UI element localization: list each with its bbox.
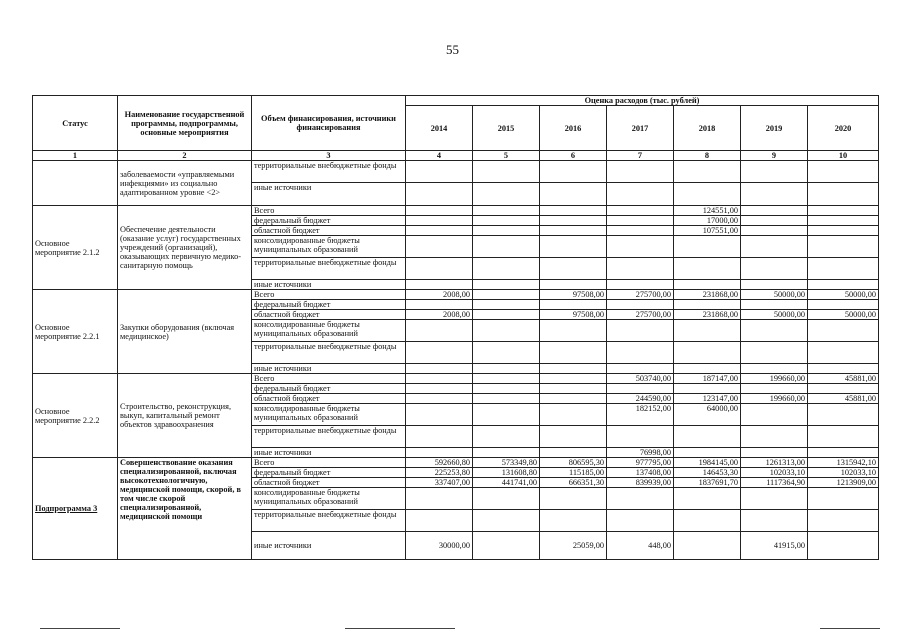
amount-cell: [540, 510, 607, 532]
amount-cell: [607, 258, 674, 280]
status-cell: Основное мероприятие 2.2.2: [33, 374, 118, 458]
amount-cell: [473, 510, 540, 532]
table-body: [33, 161, 879, 560]
amount-cell: [540, 488, 607, 510]
amount-cell: [406, 374, 473, 384]
amount-cell: [808, 206, 879, 216]
amount-cell: [808, 426, 879, 448]
amount-cell: [674, 258, 741, 280]
footer-rule: [40, 628, 120, 629]
amount-cell: [607, 342, 674, 364]
amount-cell: [406, 236, 473, 258]
amount-cell: [473, 161, 540, 183]
amount-cell: [473, 183, 540, 206]
header-year: 2018: [674, 106, 741, 151]
amount-cell: [540, 394, 607, 404]
table-header: [33, 96, 879, 161]
header-year: 2016: [540, 106, 607, 151]
amount-cell: [473, 404, 540, 426]
amount-cell: [741, 206, 808, 216]
amount-cell: [540, 206, 607, 216]
amount-cell: [808, 342, 879, 364]
amount-cell: 199660,00: [741, 394, 808, 404]
funding-source-cell: федеральный бюджет: [252, 468, 406, 478]
amount-cell: 1315942,10: [808, 458, 879, 468]
amount-cell: 448,00: [607, 532, 674, 560]
amount-cell: [741, 510, 808, 532]
amount-cell: [607, 510, 674, 532]
amount-cell: [540, 161, 607, 183]
amount-cell: 123147,00: [674, 394, 741, 404]
amount-cell: 573349,80: [473, 458, 540, 468]
amount-cell: [808, 161, 879, 183]
amount-cell: [808, 280, 879, 290]
amount-cell: [674, 448, 741, 458]
column-number: 9: [741, 151, 808, 161]
amount-cell: [473, 384, 540, 394]
amount-cell: 1213909,00: [808, 478, 879, 488]
funding-source-cell: консолидированные бюджеты муниципальных образований: [252, 320, 406, 342]
amount-cell: [674, 488, 741, 510]
amount-cell: 199660,00: [741, 374, 808, 384]
program-name-cell: заболеваемости «управляемыми инфекциями» из социально адаптированном уровне <2>: [118, 161, 252, 206]
amount-cell: [540, 448, 607, 458]
funding-source-cell: областной бюджет: [252, 226, 406, 236]
column-number: 6: [540, 151, 607, 161]
funding-source-cell: Всего: [252, 374, 406, 384]
amount-cell: [741, 300, 808, 310]
amount-cell: [473, 394, 540, 404]
funding-source-cell: консолидированные бюджеты муниципальных образований: [252, 236, 406, 258]
status-cell: [33, 161, 118, 206]
program-name-cell: Совершенствование оказания специализированной, включая высокотехнологичную, медицинской помощи, скорой, в том числе скорой специализированной, медицинской помощи: [118, 458, 252, 560]
page-number: 55: [446, 42, 459, 57]
amount-cell: [674, 320, 741, 342]
amount-cell: [406, 448, 473, 458]
funding-source-cell: иные источники: [252, 364, 406, 374]
amount-cell: 275700,00: [607, 290, 674, 300]
amount-cell: [473, 258, 540, 280]
funding-source-cell: иные источники: [252, 532, 406, 560]
amount-cell: 1261313,00: [741, 458, 808, 468]
funding-source-cell: территориальные внебюджетные фонды: [252, 161, 406, 183]
amount-cell: 131608,80: [473, 468, 540, 478]
amount-cell: [406, 206, 473, 216]
amount-cell: [406, 216, 473, 226]
footer-rule: [345, 628, 455, 629]
amount-cell: [406, 404, 473, 426]
amount-cell: [808, 510, 879, 532]
amount-cell: [741, 236, 808, 258]
header-year: 2015: [473, 106, 540, 151]
column-number-row: [33, 151, 879, 161]
column-number: 7: [607, 151, 674, 161]
amount-cell: 102033,10: [808, 468, 879, 478]
amount-cell: [808, 300, 879, 310]
amount-cell: [540, 384, 607, 394]
status-cell: Основное мероприятие 2.1.2: [33, 206, 118, 290]
amount-cell: 182152,00: [607, 404, 674, 426]
funding-source-cell: областной бюджет: [252, 394, 406, 404]
amount-cell: [741, 404, 808, 426]
amount-cell: 977795,00: [607, 458, 674, 468]
amount-cell: [741, 183, 808, 206]
funding-source-cell: Всего: [252, 206, 406, 216]
funding-source-cell: федеральный бюджет: [252, 384, 406, 394]
amount-cell: [674, 342, 741, 364]
amount-cell: [406, 280, 473, 290]
header-volume: Объем финансирования, источники финансирования: [252, 96, 406, 151]
column-number: 5: [473, 151, 540, 161]
amount-cell: [741, 364, 808, 374]
amount-cell: [473, 226, 540, 236]
column-number: 3: [252, 151, 406, 161]
status-cell: Основное мероприятие 2.2.1: [33, 290, 118, 374]
header-year: 2014: [406, 106, 473, 151]
program-name-cell: Закупки оборудования (включая медицинское): [118, 290, 252, 374]
amount-cell: [607, 384, 674, 394]
amount-cell: 1984145,00: [674, 458, 741, 468]
amount-cell: [808, 320, 879, 342]
amount-cell: [473, 532, 540, 560]
amount-cell: [406, 183, 473, 206]
amount-cell: [540, 226, 607, 236]
amount-cell: [473, 206, 540, 216]
amount-cell: 45881,00: [808, 394, 879, 404]
amount-cell: [674, 300, 741, 310]
program-name-cell: Обеспечение деятельности (оказание услуг) государственных учреждений (организаций), оказывающих первичную медико-санитарную помощь: [118, 206, 252, 290]
amount-cell: [741, 161, 808, 183]
amount-cell: [674, 532, 741, 560]
footer-rule: [820, 628, 880, 629]
amount-cell: [406, 161, 473, 183]
amount-cell: [540, 404, 607, 426]
column-number: 1: [33, 151, 118, 161]
amount-cell: 2008,00: [406, 290, 473, 300]
amount-cell: [540, 280, 607, 290]
funding-source-cell: территориальные внебюджетные фонды: [252, 426, 406, 448]
amount-cell: [741, 258, 808, 280]
funding-source-cell: иные источники: [252, 448, 406, 458]
amount-cell: [674, 236, 741, 258]
amount-cell: 107551,00: [674, 226, 741, 236]
amount-cell: [406, 342, 473, 364]
amount-cell: [540, 426, 607, 448]
column-number: 4: [406, 151, 473, 161]
funding-source-cell: федеральный бюджет: [252, 216, 406, 226]
amount-cell: [674, 510, 741, 532]
table-row: [33, 290, 879, 300]
amount-cell: [607, 161, 674, 183]
amount-cell: 50000,00: [741, 310, 808, 320]
header-year: 2020: [808, 106, 879, 151]
table-row: [33, 206, 879, 216]
amount-cell: 50000,00: [808, 310, 879, 320]
amount-cell: [540, 320, 607, 342]
amount-cell: [607, 364, 674, 374]
amount-cell: [406, 320, 473, 342]
amount-cell: [607, 216, 674, 226]
amount-cell: [741, 342, 808, 364]
amount-cell: 76998,00: [607, 448, 674, 458]
amount-cell: [607, 320, 674, 342]
amount-cell: [406, 364, 473, 374]
amount-cell: [540, 216, 607, 226]
amount-cell: [473, 374, 540, 384]
amount-cell: [808, 183, 879, 206]
amount-cell: [607, 488, 674, 510]
header-status: Статус: [33, 96, 118, 151]
amount-cell: 2008,00: [406, 310, 473, 320]
budget-table: [32, 95, 879, 560]
amount-cell: 45881,00: [808, 374, 879, 384]
amount-cell: [808, 448, 879, 458]
amount-cell: [473, 448, 540, 458]
amount-cell: [741, 216, 808, 226]
amount-cell: [406, 510, 473, 532]
amount-cell: [808, 226, 879, 236]
amount-cell: 102033,10: [741, 468, 808, 478]
amount-cell: [473, 310, 540, 320]
amount-cell: [473, 320, 540, 342]
funding-source-cell: территориальные внебюджетные фонды: [252, 342, 406, 364]
amount-cell: [741, 320, 808, 342]
amount-cell: [808, 404, 879, 426]
amount-cell: 137408,00: [607, 468, 674, 478]
funding-source-cell: областной бюджет: [252, 310, 406, 320]
amount-cell: [808, 488, 879, 510]
header-estimate: Оценка расходов (тыс. рублей): [406, 96, 879, 106]
table-row: [33, 458, 879, 468]
amount-cell: 231868,00: [674, 290, 741, 300]
amount-cell: 275700,00: [607, 310, 674, 320]
amount-cell: [674, 161, 741, 183]
amount-cell: [473, 426, 540, 448]
amount-cell: [607, 226, 674, 236]
column-number: 2: [118, 151, 252, 161]
amount-cell: 115185,00: [540, 468, 607, 478]
amount-cell: 441741,00: [473, 478, 540, 488]
amount-cell: 50000,00: [808, 290, 879, 300]
column-number: 8: [674, 151, 741, 161]
table-row: [33, 374, 879, 384]
amount-cell: 225253,80: [406, 468, 473, 478]
amount-cell: [406, 426, 473, 448]
amount-cell: 187147,00: [674, 374, 741, 384]
amount-cell: [607, 280, 674, 290]
amount-cell: [473, 488, 540, 510]
amount-cell: [741, 426, 808, 448]
amount-cell: [741, 488, 808, 510]
amount-cell: [741, 280, 808, 290]
amount-cell: [808, 384, 879, 394]
amount-cell: 1837691,70: [674, 478, 741, 488]
amount-cell: [741, 384, 808, 394]
funding-source-cell: Всего: [252, 290, 406, 300]
header-name: Наименование государственной программы, подпрограммы, основные мероприятия: [118, 96, 252, 151]
amount-cell: 50000,00: [741, 290, 808, 300]
amount-cell: [473, 300, 540, 310]
amount-cell: [607, 426, 674, 448]
amount-cell: 592660,80: [406, 458, 473, 468]
amount-cell: 337407,00: [406, 478, 473, 488]
amount-cell: [540, 183, 607, 206]
funding-source-cell: консолидированные бюджеты муниципальных образований: [252, 488, 406, 510]
amount-cell: [540, 236, 607, 258]
amount-cell: [741, 448, 808, 458]
amount-cell: [607, 300, 674, 310]
funding-source-cell: консолидированные бюджеты муниципальных образований: [252, 404, 406, 426]
amount-cell: 64000,00: [674, 404, 741, 426]
amount-cell: 124551,00: [674, 206, 741, 216]
amount-cell: [808, 364, 879, 374]
table-row: [33, 161, 879, 183]
amount-cell: [808, 236, 879, 258]
amount-cell: [540, 258, 607, 280]
amount-cell: [406, 258, 473, 280]
amount-cell: [406, 300, 473, 310]
amount-cell: 503740,00: [607, 374, 674, 384]
amount-cell: 244590,00: [607, 394, 674, 404]
funding-source-cell: территориальные внебюджетные фонды: [252, 510, 406, 532]
amount-cell: 97508,00: [540, 310, 607, 320]
amount-cell: [741, 226, 808, 236]
funding-source-cell: федеральный бюджет: [252, 300, 406, 310]
funding-source-cell: областной бюджет: [252, 478, 406, 488]
amount-cell: [473, 290, 540, 300]
amount-cell: [473, 280, 540, 290]
amount-cell: 30000,00: [406, 532, 473, 560]
amount-cell: [406, 226, 473, 236]
amount-cell: [808, 258, 879, 280]
amount-cell: 146453,30: [674, 468, 741, 478]
funding-source-cell: территориальные внебюджетные фонды: [252, 258, 406, 280]
amount-cell: [540, 300, 607, 310]
amount-cell: [674, 183, 741, 206]
funding-source-cell: иные источники: [252, 280, 406, 290]
amount-cell: [540, 374, 607, 384]
funding-source-cell: Всего: [252, 458, 406, 468]
amount-cell: [674, 384, 741, 394]
amount-cell: [607, 183, 674, 206]
header-year: 2019: [741, 106, 808, 151]
amount-cell: [406, 384, 473, 394]
amount-cell: [674, 280, 741, 290]
amount-cell: [473, 364, 540, 374]
program-name-cell: Строительство, реконструкция, выкуп, капитальный ремонт объектов здравоохранения: [118, 374, 252, 458]
amount-cell: [540, 342, 607, 364]
column-number: 10: [808, 151, 879, 161]
amount-cell: 41915,00: [741, 532, 808, 560]
amount-cell: 97508,00: [540, 290, 607, 300]
amount-cell: [406, 394, 473, 404]
amount-cell: [473, 236, 540, 258]
amount-cell: [607, 236, 674, 258]
funding-source-cell: иные источники: [252, 183, 406, 206]
amount-cell: 1117364,90: [741, 478, 808, 488]
amount-cell: [808, 216, 879, 226]
amount-cell: 231868,00: [674, 310, 741, 320]
amount-cell: [406, 488, 473, 510]
amount-cell: [674, 426, 741, 448]
header-year: 2017: [607, 106, 674, 151]
amount-cell: 666351,30: [540, 478, 607, 488]
amount-cell: [540, 364, 607, 374]
amount-cell: [473, 342, 540, 364]
amount-cell: [607, 206, 674, 216]
amount-cell: 839939,00: [607, 478, 674, 488]
amount-cell: [473, 216, 540, 226]
amount-cell: 25059,00: [540, 532, 607, 560]
status-cell: Подпрограмма 3: [33, 458, 118, 560]
amount-cell: [674, 364, 741, 374]
amount-cell: 806595,30: [540, 458, 607, 468]
amount-cell: 17000,00: [674, 216, 741, 226]
amount-cell: [808, 532, 879, 560]
